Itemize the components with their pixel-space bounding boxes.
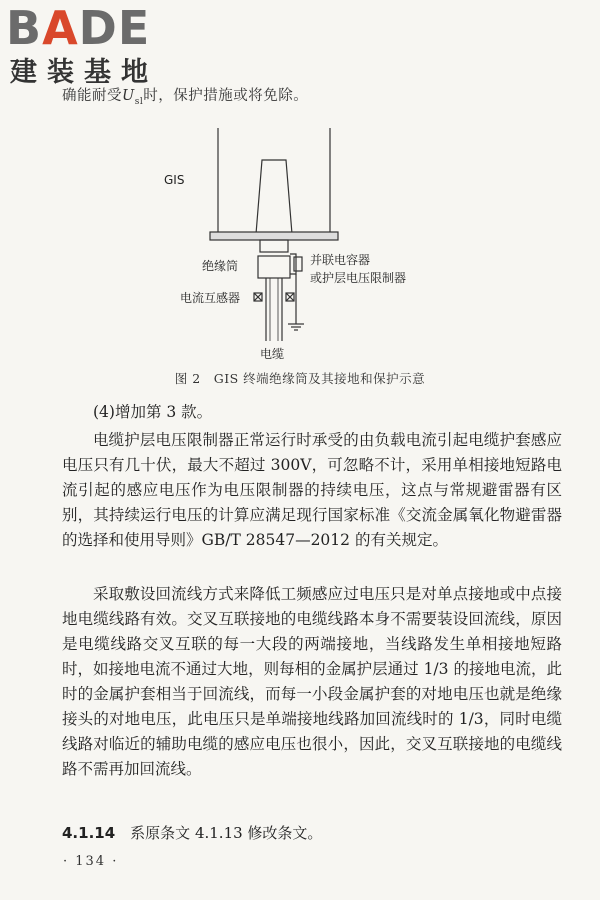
brand-logo	[6, 2, 186, 92]
label-gis: GIS	[164, 173, 185, 187]
page-number: · 134 ·	[63, 854, 119, 869]
label-cable: 电缆	[260, 347, 285, 361]
capacitor-symbol	[294, 257, 302, 271]
clause-4-1-14	[62, 822, 322, 843]
figure-caption: 图 2 GIS 终端绝缘筒及其接地和保护示意	[174, 371, 426, 386]
logo-subtitle: 建装基地	[10, 57, 158, 88]
item-4-heading: (4)增加第 3 款。	[93, 403, 213, 421]
paragraph-1: 电缆护层电压限制器正常运行时承受的由负载电流引起电缆护套感应电压只有几十伏，最大不超过 300V，可忽略不计，采用单相接地短路电流引起的感应电压作为电压限制器的持续电压，这点与常规避雷器有区别，其持续运行电压的计算应满足现行国家标准《交流金属氧化物避雷器的选择和使用导则》GB/T 28547—2012 的有关规定。	[62, 431, 562, 549]
insulating-tube	[258, 256, 290, 278]
gis-flange	[210, 232, 338, 240]
clause-number: 4.1.14	[62, 824, 116, 842]
clause-text: 系原条文 4.1.13 修改条文。	[130, 824, 323, 842]
label-capacitor-line1: 并联电容器	[310, 253, 371, 267]
label-capacitor-line2: 或护层电压限制器	[310, 271, 407, 285]
paragraph-2: 采取敷设回流线方式来降低工频感应过电压只是对单点接地或中点接地电缆线路有效。交叉互联接地的电缆线路本身不需要装设回流线，原因是电缆线路交叉互联的每一大段的两端接地，当线路发生单相接地短路时，如接地电流不通过大地，则每相的金属护层通过 1/3 的接地电流，此时的金属护套相当于回流线，而每一小段金属护套的对地电压也就是绝缘接头的对地电压，此电压只是单端接地线路加回流线时的 1/3，同时电缆线路对临近的辅助电缆的感应电压也很小，因此，交叉互联接地的电缆线路不需再加回流线。	[62, 585, 562, 778]
label-current-transformer: 电流互感器	[180, 291, 241, 305]
label-insulator: 绝缘筒	[202, 259, 239, 273]
insulator-sleeve-upper	[260, 240, 288, 252]
logo-wordmark: BADE	[6, 1, 151, 55]
cone-insulator	[256, 160, 292, 234]
top-text-line: 确能耐受$U_{sl}$时，保护措施或将免除。	[62, 88, 309, 107]
gis-termination-diagram	[160, 126, 440, 366]
figure-2	[160, 126, 440, 366]
